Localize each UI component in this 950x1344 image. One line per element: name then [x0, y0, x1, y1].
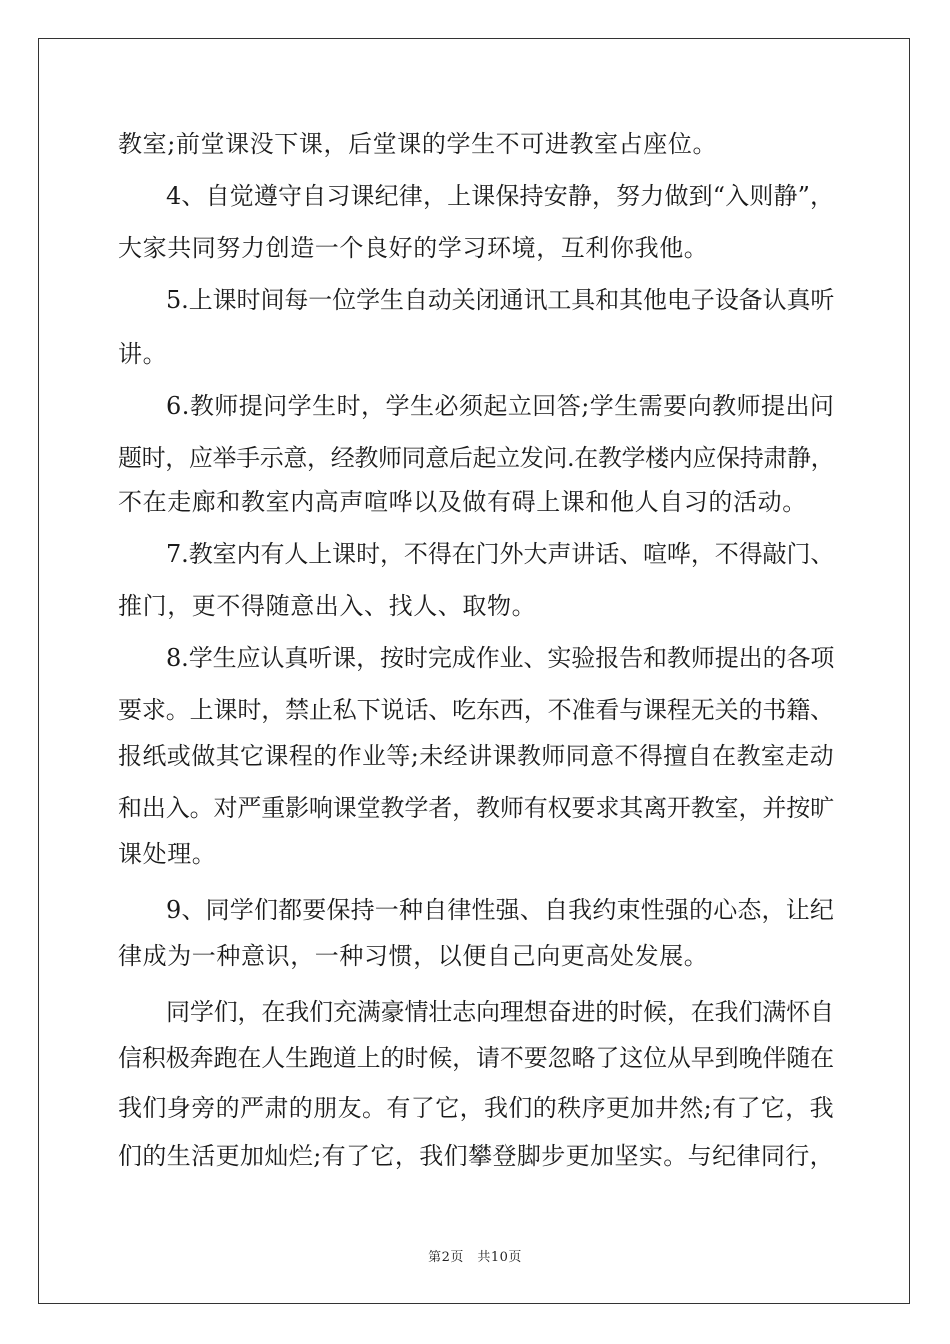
text-line: 和出入。对严重影响课堂教学者，教师有权要求其离开教室，并按旷 [118, 794, 834, 822]
text-line: 题时，应举手示意，经教师同意后起立发问.在教学楼内应保持肃静， [118, 444, 835, 472]
text-line: 9、同学们都要保持一种自律性强、自我约束性强的心态，让纪 [166, 896, 835, 924]
text-line: 们的生活更加灿烂;有了它，我们攀登脚步更加坚实。与纪律同行， [118, 1142, 835, 1170]
text-line: 5.上课时间每一位学生自动关闭通讯工具和其他电子设备认真听 [166, 286, 835, 314]
text-line: 要求。上课时，禁止私下说话、吃东西，不准看与课程无关的书籍、 [118, 696, 834, 724]
text-line: 课处理。 [118, 840, 217, 868]
text-line: 信积极奔跑在人生跑道上的时候，请不要忽略了这位从早到晚伴随在 [118, 1044, 834, 1072]
text-line: 我们身旁的严肃的朋友。有了它，我们的秩序更加井然;有了它，我 [118, 1094, 835, 1122]
text-line: 讲。 [118, 340, 168, 368]
text-line: 同学们，在我们充满豪情壮志向理想奋进的时候，在我们满怀自 [166, 998, 834, 1026]
text-line: 4、自觉遵守自习课纪律，上课保持安静，努力做到“入则静”， [166, 182, 835, 210]
text-line: 7.教室内有人上课时，不得在门外大声讲话、喧哗，不得敲门、 [166, 540, 835, 568]
text-line: 6.教师提问学生时，学生必须起立回答;学生需要向教师提出问 [166, 392, 835, 420]
text-line: 不在走廊和教室内高声喧哗以及做有碍上课和他人自习的活动。 [118, 488, 807, 516]
text-line: 报纸或做其它课程的作业等;未经讲课教师同意不得擅自在教室走动 [118, 742, 835, 770]
text-line: 教室;前堂课没下课，后堂课的学生不可进教室占座位。 [118, 130, 718, 158]
text-line: 律成为一种意识，一种习惯，以便自己向更高处发展。 [118, 942, 709, 970]
text-line: 8.学生应认真听课，按时完成作业、实验报告和教师提出的各项 [166, 644, 835, 672]
text-line: 大家共同努力创造一个良好的学习环境，互利你我他。 [118, 234, 709, 262]
page-number-footer: 第2页 共10页 [428, 1250, 522, 1265]
text-line: 推门，更不得随意出入、找人、取物。 [118, 592, 537, 620]
